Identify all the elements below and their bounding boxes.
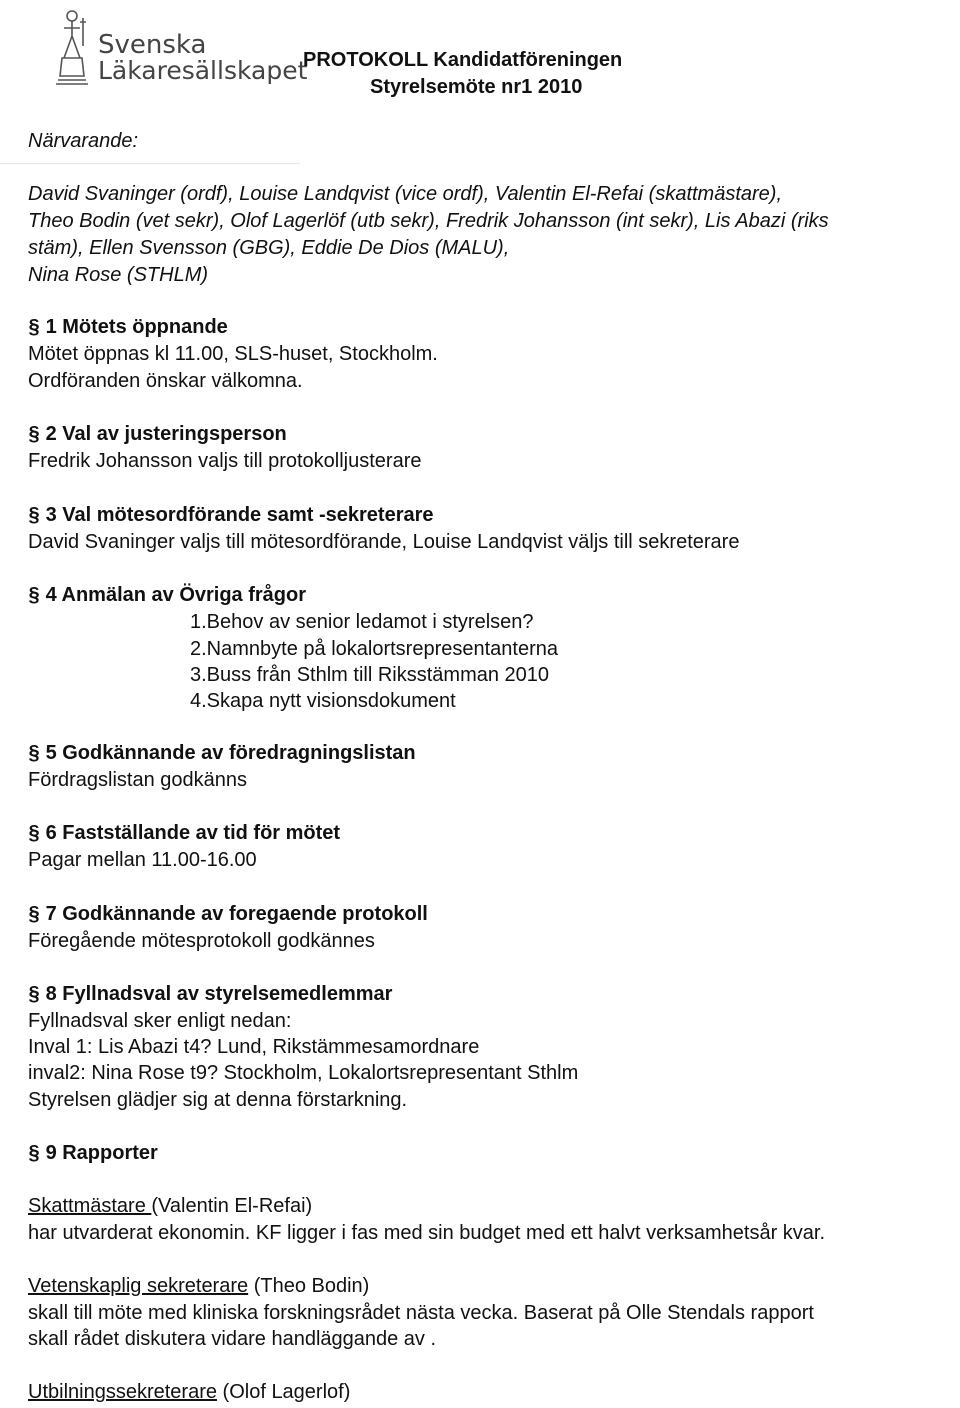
section-5-line: Fördragslistan godkänns [28,769,248,791]
attendance-line: Theo Bodin (vet sekr), Olof Lagerlöf (utb sekr), Fredrik Johansson (int sekr), Lis Abazi (riks [28,210,829,232]
section-1-line: Mötet öppnas kl 11.00, SLS-huset, Stockholm. [28,343,438,365]
role-link: Utbilningssekreterare [28,1381,217,1403]
agenda-item: 2.Namnbyte på lokalortsrepresentanterna [190,638,558,660]
attendance-line: Nina Rose (STHLM) [28,264,209,286]
section-sign-icon: § [28,822,40,844]
agenda-item: 4.Skapa nytt visionsdokument [190,690,456,712]
agenda-item: 3.Buss från Sthlm till Riksstämman 2010 [190,664,550,686]
agenda-item: 1.Behov av senior ledamot i styrelsen? [190,611,534,633]
statue-emblem-icon [50,6,94,86]
section-sign-icon: § [28,903,40,925]
science-report-line: skall rådet diskutera vidare handläggande av . [28,1328,437,1350]
section-sign-icon: § [28,504,40,526]
logo-line-1: Svenska [98,30,207,60]
science-report-title: Vetenskaplig sekreterare (Theo Bodin) [28,1275,370,1297]
society-logo [50,6,308,86]
education-report-title: Utbilningssekreterare (Olof Lagerlof) [28,1381,351,1403]
section-sign-icon: § [28,1142,40,1164]
section-9-heading: § 9 Rapporter [28,1142,158,1164]
section-sign-icon: § [28,423,40,445]
section-sign-icon: § [28,316,40,338]
logo-line-2: Läkaresällskapet [98,56,308,85]
section-6-line: Pagar mellan 11.00-16.00 [28,849,257,871]
section-7-heading: § 7 Godkännande av foregaende protokoll [28,903,428,925]
document-title: PROTOKOLL Kandidatföreningen [303,49,623,71]
treasurer-report-line: har utvarderat ekonomin. KF ligger i fas med sin budget med ett halvt verksamhetsår kvar. [28,1222,826,1244]
section-3-line: David Svaninger valjs till mötesordförande, Louise Landqvist väljs till sekreterare [28,531,740,553]
treasurer-report-title: Skattmästare (Valentin El-Refai) [28,1195,313,1217]
section-7-line: Föregående mötesprotokoll godkännes [28,930,375,952]
section-8-line: Inval 1: Lis Abazi t4? Lund, Rikstämmesamordnare [28,1036,480,1058]
section-8-line: Styrelsen glädjer sig at denna förstarkning. [28,1089,408,1111]
attendance-line: David Svaninger (ordf), Louise Landqvist (vice ordf), Valentin El-Refai (skattmästare), [28,183,783,205]
section-8-line: Fyllnadsval sker enligt nedan: [28,1010,292,1032]
header-divider [0,163,300,164]
role-link: Vetenskaplig sekreterare [28,1275,249,1297]
section-1-heading: § 1 Mötets öppnande [28,316,228,338]
section-3-heading: § 3 Val mötesordförande samt -sekreterare [28,504,434,526]
science-report-line: skall till möte med kliniska forskningsrådet nästa vecka. Baserat på Olle Stendals rapport [28,1302,814,1324]
attendance-line: stäm), Ellen Svensson (GBG), Eddie De Dios (MALU), [28,237,510,259]
section-6-heading: § 6 Fastställande av tid för mötet [28,822,341,844]
section-2-line: Fredrik Johansson valjs till protokolljusterare [28,450,422,472]
section-8-line: inval2: Nina Rose t9? Stockholm, Lokalortsrepresentant Sthlm [28,1062,579,1084]
section-8-heading: § 8 Fyllnadsval av styrelsemedlemmar [28,983,393,1005]
document-subtitle: Styrelsemöte nr1 2010 [370,76,583,98]
attendance-label: Närvarande: [28,130,139,152]
role-link: Skattmästare [28,1195,152,1217]
section-2-heading: § 2 Val av justeringsperson [28,423,287,445]
section-sign-icon: § [28,742,40,764]
section-1-line: Ordföranden önskar välkomna. [28,370,303,392]
section-5-heading: § 5 Godkännande av föredragningslistan [28,742,416,764]
section-sign-icon: § [28,584,40,606]
section-4-heading: § 4 Anmälan av Övriga frågor [28,584,307,606]
section-sign-icon: § [28,983,40,1005]
